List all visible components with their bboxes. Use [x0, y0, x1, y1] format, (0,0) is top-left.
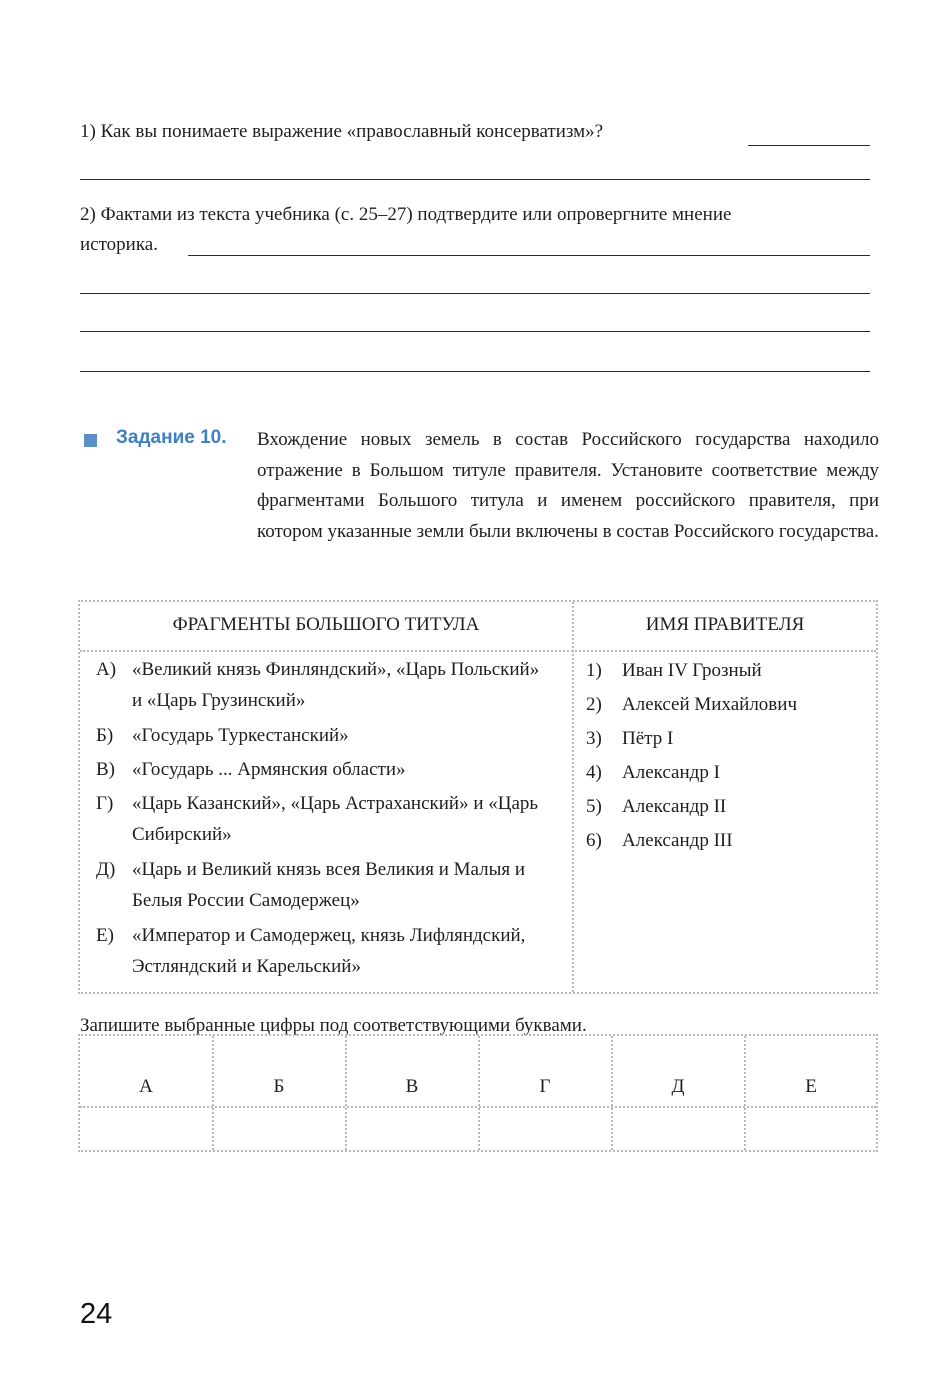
fragment-letter: Е) [96, 925, 114, 946]
fragment-e [96, 920, 566, 982]
ruler-item-3 [586, 722, 673, 756]
ruler-number: 1) [586, 660, 602, 681]
ruler-name: Александр II [622, 796, 727, 817]
ruler-name: Иван IV Грозный [622, 660, 762, 681]
answer-line-q2-a[interactable] [80, 293, 870, 294]
answer-letter-e: Е [805, 1076, 817, 1097]
task-10-text: Вхождение новых земель в состав Российского государства находило отражение в Большом титуле правителя. Установите соответствие между фрагментами Большого титула и именем российского правителя, при котором указанные земли были включены в состав Российского государства. [257, 429, 879, 542]
answer-cell-b[interactable] [213, 1108, 345, 1150]
table-column-divider [572, 602, 574, 992]
answer-line-q2-c[interactable] [80, 371, 870, 372]
ruler-number: 5) [586, 796, 602, 817]
page-number: 24 [80, 1298, 113, 1330]
answer-instruction: Запишите выбранные цифры под соответствующими буквами. [80, 1015, 587, 1036]
answer-letter-b: Б [273, 1076, 285, 1097]
fragment-text: «Царь и Великий князь всея Великия и Малыя и Белыя России Самодержец» [132, 859, 526, 911]
answer-line-q2-inline[interactable] [188, 255, 870, 256]
answer-grid [78, 1034, 878, 1152]
ruler-item-5 [586, 790, 726, 824]
fragment-letter: Д) [96, 859, 116, 880]
table-header-divider [80, 650, 876, 652]
fragment-text: «Император и Самодержец, князь Лифляндский, Эстляндский и Карельский» [132, 925, 526, 977]
ruler-number: 3) [586, 728, 602, 749]
ruler-item-6 [586, 824, 733, 858]
answer-letter-d: Д [671, 1076, 685, 1097]
answer-cell-e[interactable] [745, 1108, 876, 1150]
ruler-item-4 [586, 756, 720, 790]
fragment-text: «Царь Казанский», «Царь Астраханский» и «Царь Сибирский» [132, 793, 539, 845]
fragment-v [96, 754, 566, 785]
fragment-d [96, 854, 566, 916]
fragment-text: «Государь Туркестанский» [132, 725, 349, 746]
ruler-item-1 [586, 654, 762, 688]
ruler-number: 4) [586, 762, 602, 783]
ruler-number: 6) [586, 830, 602, 851]
fragment-b [96, 720, 566, 751]
answer-line-q2-b[interactable] [80, 331, 870, 332]
answer-letter-g: Г [539, 1076, 551, 1097]
fragment-letter: В) [96, 759, 115, 780]
header-ruler-name: ИМЯ ПРАВИТЕЛЯ [645, 614, 805, 635]
answer-line-q1[interactable] [80, 179, 870, 180]
ruler-name: Александр III [622, 830, 733, 851]
fragment-letter: Г) [96, 793, 114, 814]
answer-line-q1-inline[interactable] [748, 145, 870, 146]
fragment-letter: Б) [96, 725, 114, 746]
ruler-name: Алексей Михайлович [622, 694, 797, 715]
header-fragments: ФРАГМЕНТЫ БОЛЬШОГО ТИТУЛА [172, 614, 480, 635]
fragment-text: «Великий князь Финляндский», «Царь Польский» и «Царь Грузинский» [132, 659, 540, 711]
question-2-line2: историка. [80, 234, 158, 255]
question-2-line1: 2) Фактами из текста учебника (с. 25–27) подтвердите или опровергните мнение [80, 204, 732, 225]
task-10-label: Задание 10. [116, 427, 227, 448]
answer-letter-v: В [405, 1076, 419, 1097]
fragment-a [96, 654, 566, 716]
fragment-g [96, 788, 566, 850]
matching-table [78, 600, 878, 994]
ruler-item-2 [586, 688, 797, 722]
ruler-name: Александр I [622, 762, 720, 783]
answer-cell-a[interactable] [80, 1108, 212, 1150]
answer-cell-g[interactable] [479, 1108, 611, 1150]
answer-cell-d[interactable] [612, 1108, 744, 1150]
answer-letter-a: А [139, 1076, 153, 1097]
fragment-letter: А) [96, 659, 117, 680]
fragment-text: «Государь ... Армянския области» [132, 759, 406, 780]
question-1-text: 1) Как вы понимаете выражение «православный консерватизм»? [80, 121, 604, 142]
task-marker-square [84, 434, 97, 447]
ruler-number: 2) [586, 694, 602, 715]
answer-cell-v[interactable] [346, 1108, 478, 1150]
ruler-name: Пётр I [622, 728, 674, 749]
